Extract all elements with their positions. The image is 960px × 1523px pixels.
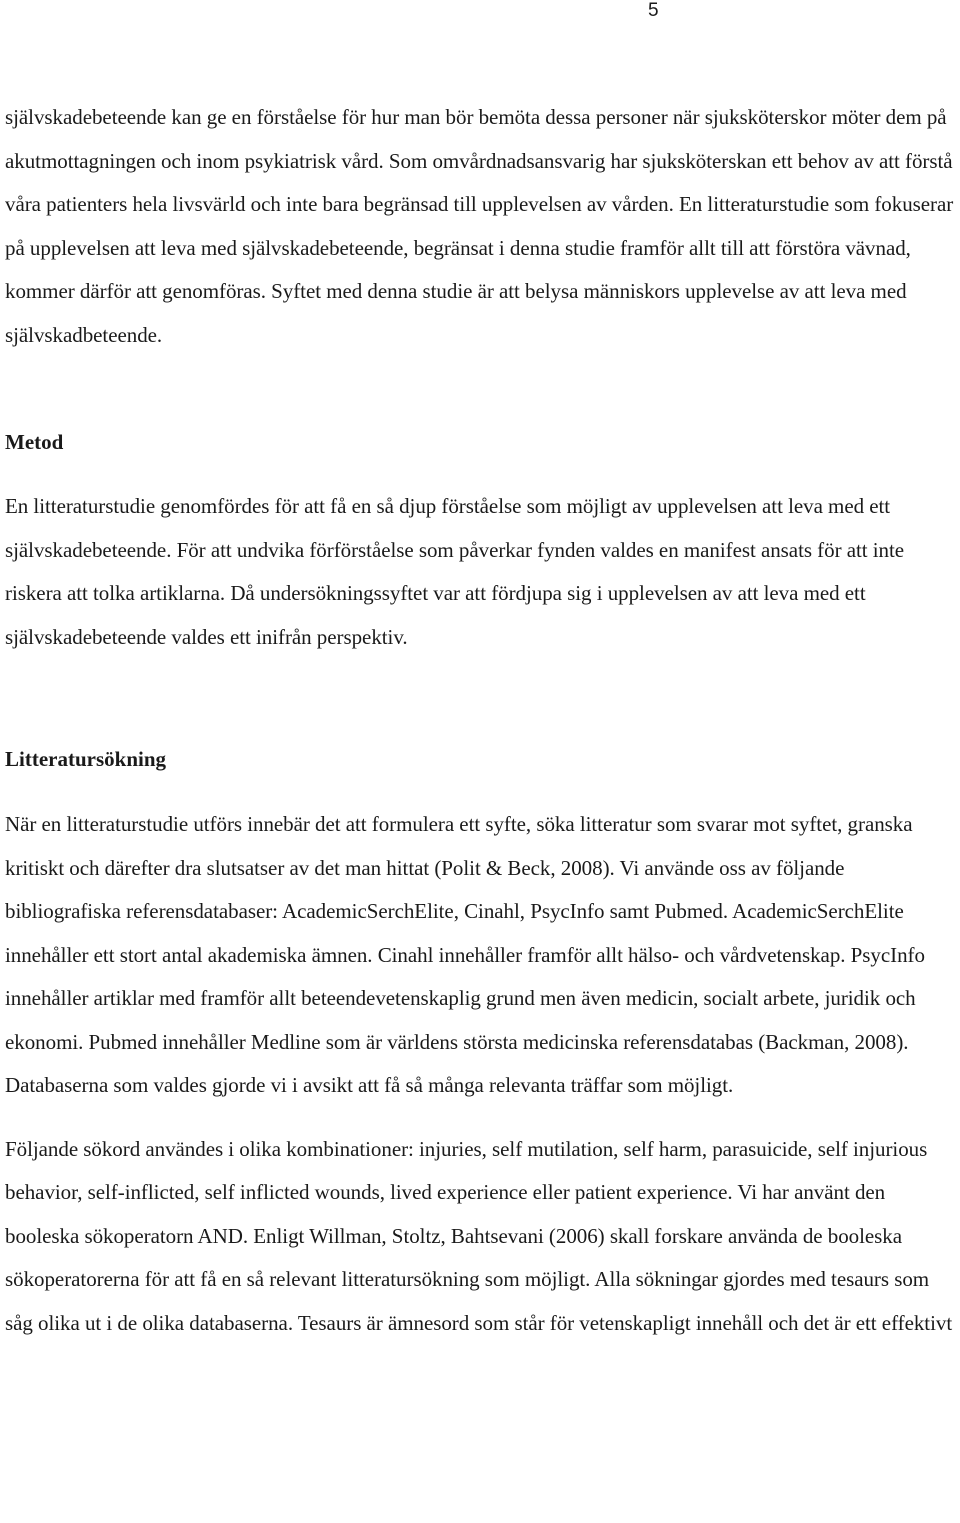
intro-paragraph: självskadebeteende kan ge en förståelse för hur man bör bemöta dessa personer när sjuksköterskor möter dem på akutmottagningen och inom psykiatrisk vård. Som omvårdnadsansvarig har sjuksköterskan ett behov av att förstå våra patienters hela livsvärld och inte bara begränsad till upplevelsen av vården. En litteraturstudie som fokuserar på upplevelsen att leva med självskadebeteende, begränsat i denna studie framför allt till att förstöra vävnad, kommer därför att genomföras. Syftet med denna studie är att belysa människors upplevelse av att leva med självskadbeteende. [5, 105, 954, 347]
section-heading-litteratursokning: Litteratursökning [5, 747, 167, 771]
literature-search-paragraph-2: Följande sökord användes i olika kombinationer: injuries, self mutilation, self harm, parasuicide, self injurious behavior, self-inflicted, self inflicted wounds, lived experience eller patient experience. Vi har använt den booleska sökoperatorn AND. Enligt Willman, Stoltz, Bahtsevani (2006) skall forskare använda de booleska sökoperatorerna för att få en så relevant litteratursökning som möjligt. Alla sökningar gjordes med tesaurs som såg olika ut i de olika databaserna. Tesaurs är ämnesord som står för vetenskapligt innehåll och det är ett effektivt [5, 1136, 953, 1335]
method-paragraph: En litteraturstudie genomfördes för att få en så djup förståelse som möjligt av upplevelsen att leva med ett självskadebeteende. För att undvika förförståelse som påverkar fynden valdes en manifest ansats för att inte riskera att tolka artiklarna. Då undersökningssyftet var att fördjupa sig i upplevelsen av att leva med ett självskadebeteende valdes ett inifrån perspektiv. [5, 494, 905, 649]
heading-spacer [5, 456, 955, 485]
page-number: 5 [648, 0, 659, 21]
paragraph-spacer [5, 1108, 955, 1128]
heading-spacer [5, 773, 955, 803]
literature-search-paragraph-1: När en litteraturstudie utförs innebär det att formulera ett syfte, söka litteratur som svarar mot syftet, granska kritiskt och därefter dra slutsatser av det man hittat (Polit & Beck, 2008). Vi använde oss av följande bibliografiska referensdatabaser: AcademicSerchElite, Cinahl, PsycInfo samt Pubmed. AcademicSerchElite innehåller ett stort antal akademiska ämnen. Cinahl innehåller framför allt hälso- och vårdvetenskap. PsycInfo innehåller artiklar med framför allt beteendevetenskaplig grund men även medicin, socialt arbete, juridik och ekonomi. Pubmed innehåller Medline som är världens största medicinska referensdatabas (Backman, 2008). Databaserna som valdes gjorde vi i avsikt att få så många relevanta träffar som möjligt. [5, 812, 925, 1097]
document-body [5, 96, 955, 1345]
section-spacer [5, 659, 955, 745]
section-heading-metod: Metod [5, 430, 64, 454]
section-spacer [5, 357, 955, 428]
